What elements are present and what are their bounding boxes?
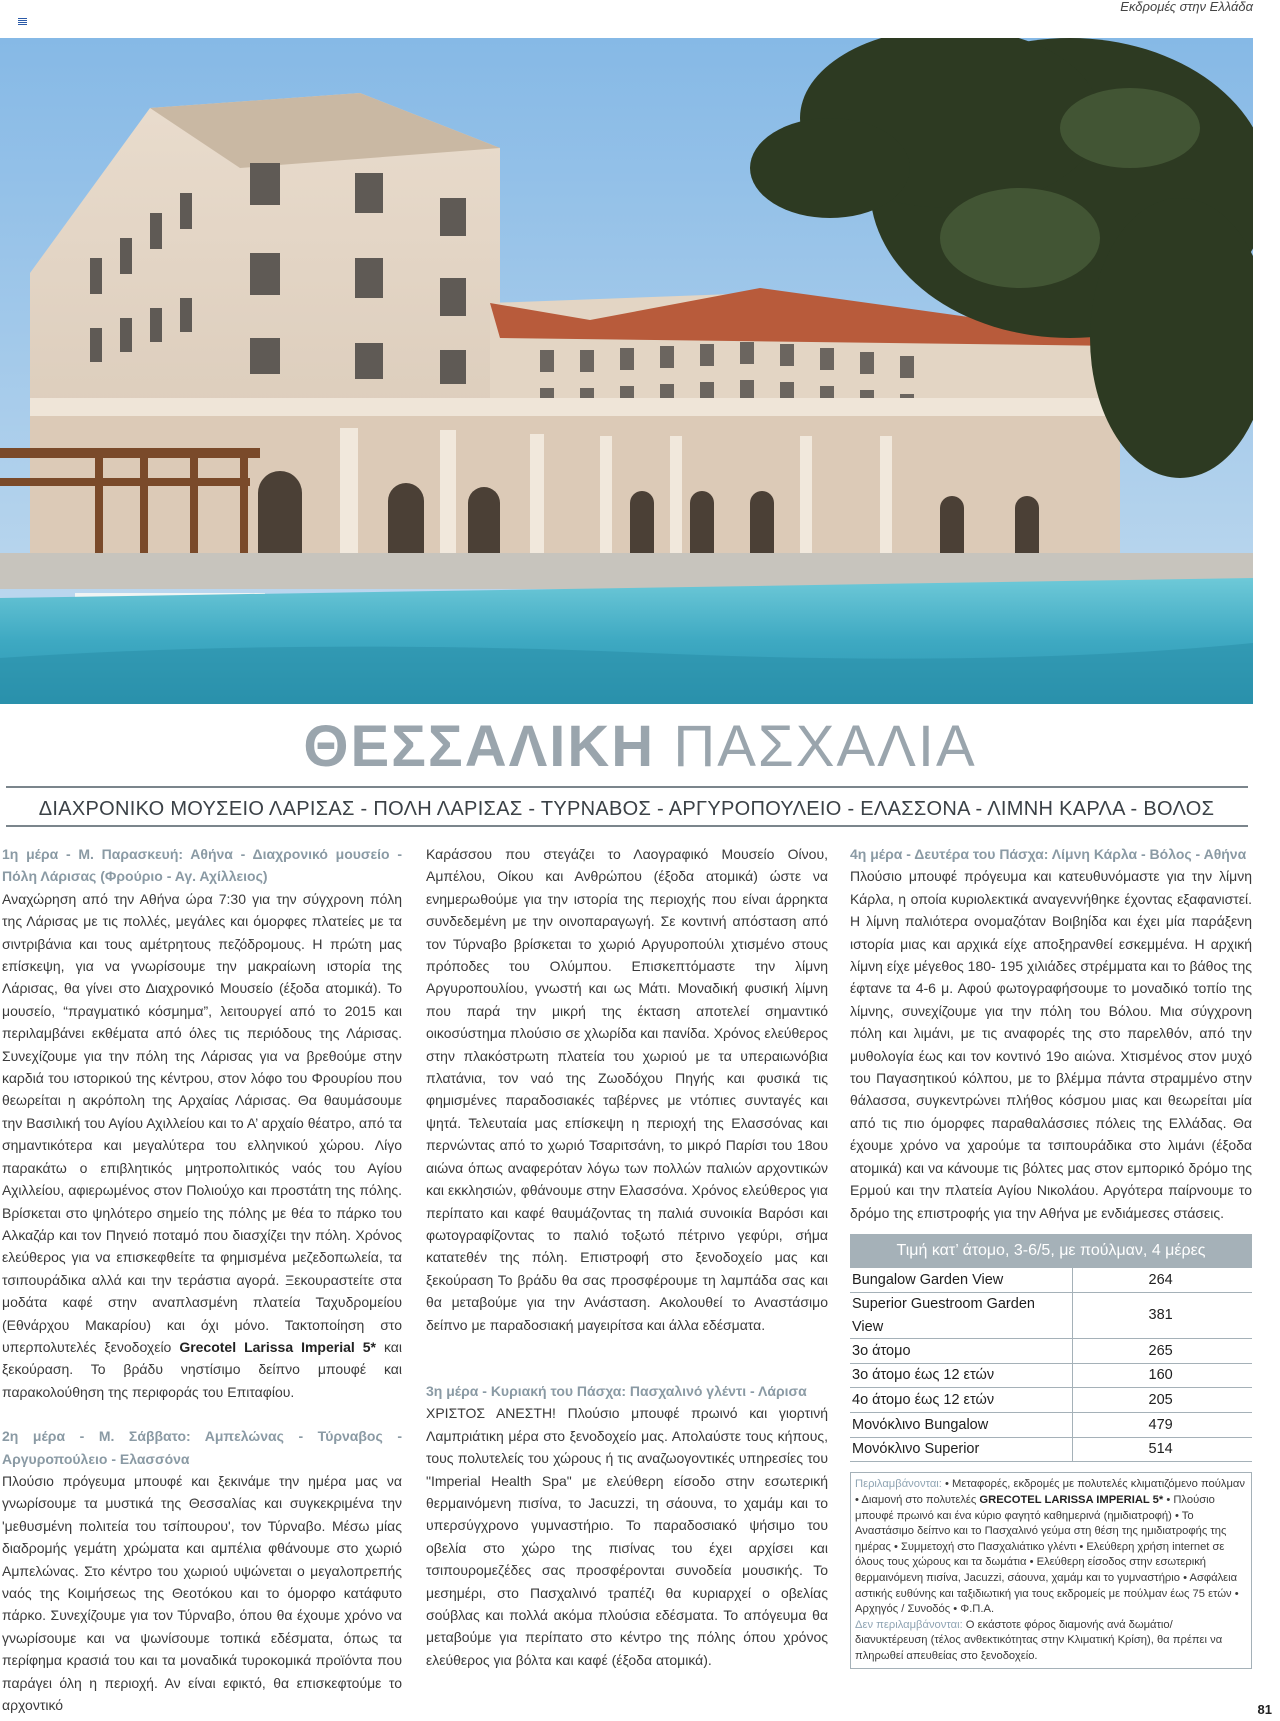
- day4-heading: 4η μέρα - Δευτέρα του Πάσχα: Λίμνη Κάρλα - Βόλος - Αθήνα: [850, 846, 1247, 862]
- price-row: [850, 1363, 1252, 1388]
- price-label: 4ο άτομο έως 12 ετών: [850, 1388, 1072, 1413]
- includes-hotel: GRECOTEL LARISSA IMPERIAL 5*: [979, 1493, 1164, 1506]
- price-label: 3ο άτομο: [850, 1338, 1072, 1363]
- excluded-text: Ο εκάστοτε φόρος διαμονής ανά δωμάτιο/ διανυκτέρευση (τέλος ανθεκτικότητας στην Κλιματική Κρίση), θα πρέπει να πληρωθεί απευθείας στο ξενοδοχείο.: [855, 1618, 1223, 1662]
- price-label: Μονόκλινο Superior: [850, 1437, 1072, 1462]
- day2-text-continued: Καράσσου που στεγάζει το Λαογραφικό Μουσείο Οίνου, Αμπέλου, Οίκου και Ανθρώπου (έξοδα ατομικά) ώστε να ενημερωθούμε για την ιστορία της περιοχής που είναι άρρηκτα συνδεδεμένη με την οινοπαραγωγή. Σε κοντινή απόσταση από τον Τύρναβο βρίσκεται το χωριό Αργυροπούλι χτισμένο στους πρόποδες του Ολύμπου. Επισκεπτόμαστε την λίμνη Αργυροπουλίου, γνωστή και ως Μάτι. Μοναδική φυσική λίμνη που παρά την μικρή της έκταση αποτελεί σημαντικό οικοσύστημα πλούσιο σε χλωρίδα και πανίδα. Χρόνος ελεύθερος στην πλακόστρωτη πλατεία του χωριού με τα υπεραιωνόβια πλατάνια, τον ναό της Ζωοδόχου Πηγής και φυσικά τις φημισμένες παραδοσιακές ταβέρνες με ντόπιες συνταγές και ψητά. Τελευταία μας επίσκεψη η περιοχή της Ελασσόνας και περνώντας από το χωριό Τσαριτσάνη, το μικρό Παρίσι του 18ου αιώνα όπως αναφερόταν λόγω των πολλών παλιών αρχοντικών και εκκλησιών, φθάνουμε στην Ελασσόνα. Χρόνος ελεύθερος για περίπατο και καφέ θαυμάζοντας τη παλιά συνοικία Βαρόσι και φωτογραφίζοντας το παλιό τοξωτό πέτρινο γεφύρι, σήμα κατατεθέν της πόλη. Επιστροφή στο ξενοδοχείο μας και ξεκούραση Το βράδυ θα σας προσφέρουμε τη λαμπάδα σας και θα μεταβούμε για την Ανάσταση. Ακολουθεί το Αναστάσιμο δείπνο με παραδοσιακή μαγειρίτσα και άλλα εδέσματα.: [426, 846, 828, 1333]
- spacer: [426, 1358, 828, 1380]
- price-value: 265: [1072, 1338, 1252, 1363]
- price-label: Superior Guestroom Garden View: [850, 1293, 1072, 1339]
- column-1: [2, 843, 402, 1716]
- excluded-label: Δεν περιλαμβάνονται:: [855, 1618, 963, 1631]
- price-value: 381: [1072, 1293, 1252, 1339]
- includes-label: Περιλαμβάνονται:: [855, 1478, 942, 1491]
- price-value: 160: [1072, 1363, 1252, 1388]
- title-bold: ΘΕΣΣΑΛΙΚΗ: [303, 714, 656, 779]
- hotel-photo: [0, 38, 1253, 704]
- day3-heading: 3η μέρα - Κυριακή του Πάσχα: Πασχαλινό γλέντι - Λάρισα: [426, 1382, 807, 1399]
- day1-heading: 1η μέρα - Μ. Παρασκευή: Αθήνα - Διαχρονικό μουσείο - Πόλη Λάρισας (Φρούριο - Αγ. Αχίλλειος): [2, 846, 402, 885]
- page-number: 81: [1257, 1702, 1272, 1717]
- includes-text-a: • Μεταφορές, εκδρομές με πολυτελές κλιματιζόμενο πούλμαν • Διαμονή στο πολυτελές: [855, 1478, 1245, 1506]
- includes-text-b: • Πλούσιο μπουφέ πρωινό και ένα κύριο φαγητό καθημερινά (ημιδιατροφή) • Το Αναστάσιμο δείπνο και το Πασχαλινό γεύμα στη θέση της ημιδιατροφής της ημέρας • Συμμετοχή στο Πασχαλιάτικο γλέντι • Ελεύθερη χρήση internet σε όλους τους χώρους και τα δωμάτια • Ελεύθερη είσοδος στην εσωτερική θερμαινόμενη πισίνα, Jacuzzi, σάουνα, χαμάμ και το γυμναστήριο • Ασφάλεια αστικής ευθύνης και ταξιδιωτική για τους εκδρομείς με πούλμαν έως 75 ετών • Αρχηγός / Συνοδός • Φ.Π.Α.: [855, 1493, 1239, 1616]
- price-row: [850, 1268, 1252, 1293]
- price-value: 479: [1072, 1412, 1252, 1437]
- price-label: Μονόκλινο Bungalow: [850, 1412, 1072, 1437]
- day2-heading: 2η μέρα - Μ. Σάββατο: Αμπελώνας - Τύρναβος - Αργυροπούλειο - Ελασσόνα: [2, 1428, 402, 1467]
- page-title: [0, 712, 1280, 782]
- day3-text: ΧΡΙΣΤΟΣ ΑΝΕΣΤΗ! Πλούσιο μπουφέ πρωινό και γιορτινή Λαμπριάτικη μέρα στο ξενοδοχείο μας. Απολαύστε τους κήπους, τους πολυτελείς του χώρους ή τις αναζωογοντικές υπηρεσίες του "Imperial Health Spa" με ελεύθερη είσοδο στην εσωτερική θερμαινόμενη πισίνα, το Jacuzzi, τη σάουνα, το χαμάμ και το υπερσύγχρονο γυμναστήριο. Το παραδοσιακό ψήσιμο του οβελία στο χώρο της πισίνας του έχει αρχίσει και τσιπουρομεζέδες σας προσφέρονται συνοδεία μουσικής. Το μεσημέρι, στο Πασχαλινό τραπέζι θα κυριαρχεί ο οβελίας σούβλας και πολλά ακόμα πλούσια εδέσματα. Το απόγευμα θα μεταβούμε για περίπατο στο κέντρο της πόλης όπου χρόνος ελεύθερος για βόλτα και καφέ (έξοδα ατομικά).: [426, 1405, 828, 1668]
- day4-text: Πλούσιο μπουφέ πρόγευμα και κατευθυνόμαστε για την λίμνη Κάρλα, η οποία κυριολεκτικά αναγεννήθηκε έχοντας εξαφανιστεί. Η λίμνη παλιότερα ονομαζόταν Βοιβηίδα και έχει μία παράξενη ιστορία μιας και αρχικά είχε αποξηρανθεί εσκεμμένα. Η αρχική λίμνη είχε μέγεθος 180- 195 χιλιάδες στρέμματα και το βάθος της έφτανε τα 4-6 μ. Αφού φωτογραφήσουμε το μοναδικό τοπίο της λίμνης, συνεχίζουμε για την πόλη του Βόλου. Μια σύγχρονη πόλη και λιμάνι, με τις αναφορές της στο παρελθόν, από την μυθολογία έως και τον κοντινό 19ο αιώνα. Χτισμένος στον μυχό του Παγασητικού κόλπου, με το βλέμμα πάντα στραμμένο στην θάλασσα, συγκεντρώνει πλήθος κόσμου μιας και θεωρείται μία από τις πιο όμορφες παραθαλάσσιες πόλεις της Ελλάδας. Θα έχουμε χρόνο να χαρούμε τα τσιπουράδικα στο λιμάνι (έξοδα ατομικά) και να κάνουμε τις βόλτες μας στον εμπορικό δρόμο της Ερμού και την πλατεία Αγίου Νικολάου. Αργότερα παίρνουμε το δρόμο της επιστροφής για την Αθήνα με ενδιάμεσες στάσεις.: [850, 868, 1252, 1221]
- route-subtitle: ΔΙΑΧΡΟΝΙΚΟ ΜΟΥΣΕΙΟ ΛΑΡΙΣΑΣ - ΠΟΛΗ ΛΑΡΙΣΑΣ - ΤΥΡΝΑΒΟΣ - ΑΡΓΥΡΟΠΟΥΛΕΙΟ - ΕΛΑΣΣΟΝΑ - ΛΙΜΝΗ ΚΑΡΛΑ - ΒΟΛΟΣ: [38, 798, 1215, 820]
- running-head: Εκδρομές στην Ελλάδα: [1120, 0, 1253, 14]
- price-row: [850, 1437, 1252, 1462]
- price-table-title: Τιμή κατ’ άτομο, 3-6/5, με πούλμαν, 4 μέρες: [850, 1234, 1252, 1268]
- price-row: [850, 1412, 1252, 1437]
- column-3: [850, 843, 1252, 1669]
- includes-box: [850, 1472, 1252, 1669]
- day1-text: [2, 888, 402, 1403]
- title-light: ΠΑΣΧΑΛΙΑ: [673, 714, 977, 779]
- day2-text: Πλούσιο πρόγευμα μπουφέ και ξεκινάμε την ημέρα μας να γνωρίσουμε τα μυστικά της Θεσσαλίας και συγκεκριμένα την 'μεθυσμένη πολιτεία του τσίπουρου', τον Τύρναβο. Μέσω μίας διαδρομής γεμάτη χρώματα και αμπέλια φθάνουμε στο χωριό Αμπελώνας. Στο κέντρο του χωριού υψώνεται ο μεγαλοπρεπής ναός της Κοιμήσεως της Θεοτόκου και το όμορφο κατάφυτο πάρκο. Συνεχίζουμε για τον Τύρναβο, όπου θα έχουμε χρόνο να γνωρίσουμε και να ψωνίσουμε τοπικά εδέσματα, όπως τα περίφημα κρασιά του και τα μοναδικά τυροκομικά προϊόντα που παράγει όλη η περιοχή. Αν είναι εφικτό, θα επισκεφτούμε το αρχοντικό: [2, 1472, 402, 1714]
- price-row: [850, 1338, 1252, 1363]
- title-rule-top: [6, 786, 1248, 788]
- price-value: 205: [1072, 1388, 1252, 1413]
- title-rule-bottom: [6, 825, 1248, 827]
- price-row: [850, 1293, 1252, 1339]
- spacer: [2, 1403, 402, 1425]
- price-value: 514: [1072, 1437, 1252, 1462]
- day1-text-a: Αναχώρηση από την Αθήνα ώρα 7:30 για την σύγχρονη πόλη της Λάρισας με τις πολλές, μεγάλες και όμορφες πλατείες με τα σιντριβάνια και τους αμέτρητους πεζόδρομους. Η πρώτη μας επίσκεψη, για να γνωρίσουμε την μακραίωνη ιστορία της Λάρισας, θα γίνει στο Διαχρονικό Μουσείο (έξοδα ατομικά). Το μουσείο, “πραγματικό κόσμημα”, λειτουργεί από το 2015 και περιλαμβάνει εκθέματα από όλες τις περιόδους της Λάρισας. Συνεχίζουμε για την πόλη της Λάρισας για να βρεθούμε στην καρδιά του ιστορικού της κέντρου, στον λόφο του Φρουρίου που θεωρείται η ακρόπολη της Αρχαίας Λάρισας. Θα θαυμάσουμε την Βασιλική του Αγίου Αχιλλείου και το Α’ αρχαίο θέατρο, από τα σημαντικότερα και μεγαλύτερα του ελληνικού χώρου. Λίγο παρακάτω ο επιβλητικός μητροπολιτικός ναός του Αγίου Αχιλλείου, αφιερωμένος στον Πολιούχο και προστάτη της πόλης. Βρίσκεται στο ψηλότερο σημείο της πόλης με θέα το πάρκο του Αλκαζάρ και τον Πηνειό ποταμό που διασχίζει την πόλη. Χρόνος ελεύθερος για να επισκεφθείτε τα φημισμένα μεζεδοπωλεία, τα τσιπουράδικα αλλά και την τεράστια αγορά. Ξεκουραστείτε στα μοδάτα καφέ στην αναπλασμένη πλατεία Ταχυδρομείου (Εθνάρχου Μακαρίου) και όχι μόνο. Τακτοποίηση στο υπερπολυτελές ξενοδοχείο: [2, 890, 402, 1355]
- price-row: [850, 1388, 1252, 1413]
- price-label: Bungalow Garden View: [850, 1268, 1072, 1293]
- price-value: 264: [1072, 1268, 1252, 1293]
- day1-text-b: και ξεκούραση. Το βράδυ νηστίσιμο δείπνο μπουφέ και παρακολούθηση της περιφοράς του Επιταφίου.: [2, 1338, 402, 1400]
- greek-flag-icon: [18, 18, 27, 25]
- price-label: 3ο άτομο έως 12 ετών: [850, 1363, 1072, 1388]
- day1-hotel: Grecotel Larissa Imperial 5*: [179, 1338, 376, 1355]
- spacer: [426, 1336, 828, 1358]
- column-2: [426, 843, 828, 1671]
- price-table: [850, 1268, 1252, 1462]
